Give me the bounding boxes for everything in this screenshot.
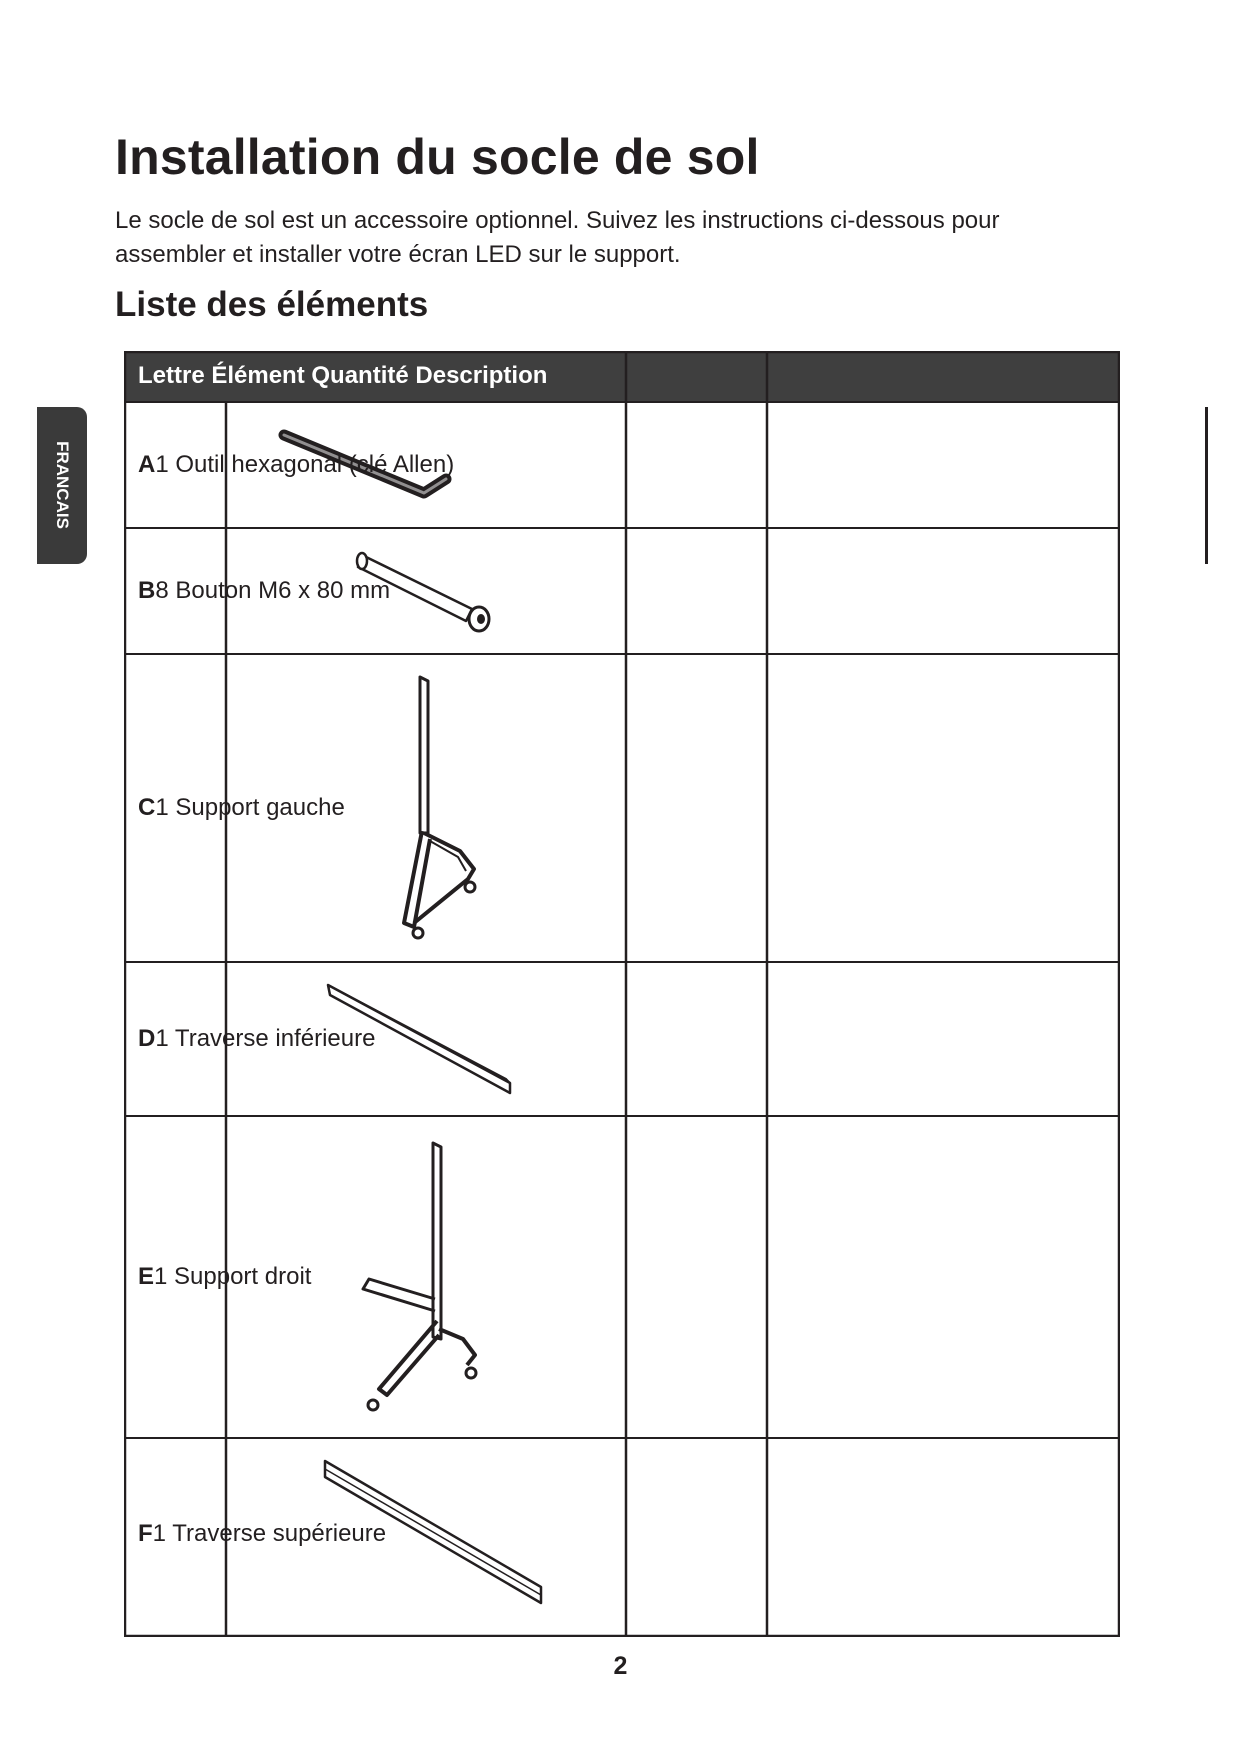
row-label (138, 794, 345, 822)
row-label (138, 451, 454, 479)
row-letter: D (138, 1025, 156, 1052)
parts-table (124, 351, 1120, 1629)
left-stand-icon (384, 673, 504, 943)
row-letter: F (138, 1520, 153, 1547)
table-row (124, 653, 1120, 961)
table-row (124, 1437, 1120, 1629)
row-description: 1 Support gauche (155, 794, 345, 821)
section-title: Liste des éléments (115, 285, 429, 324)
page-number: 2 (613, 1652, 628, 1680)
row-label (138, 577, 390, 605)
row-letter: B (138, 577, 156, 604)
language-tab-label: FRANCAIS (53, 441, 72, 529)
row-description: 1 Outil hexagonal (clé Allen) (155, 451, 455, 478)
language-tab (37, 407, 87, 564)
table-header (124, 351, 1120, 401)
row-letter: C (138, 794, 156, 821)
row-description: 1 Traverse inférieure (155, 1025, 376, 1052)
row-letter: E (138, 1263, 155, 1290)
table-row (124, 527, 1120, 653)
row-label (138, 1025, 375, 1053)
table-row (124, 1115, 1120, 1437)
table-row (124, 401, 1120, 527)
table-header-label: Lettre Élément Quantité Description (138, 362, 548, 389)
intro-paragraph: Le socle de sol est un accessoire optionnel. Suivez les instructions ci-dessous pour assembler et installer votre écran LED sur le support. (115, 207, 1000, 268)
row-description: 8 Bouton M6 x 80 mm (155, 577, 391, 604)
row-letter: A (138, 451, 156, 478)
row-label (138, 1263, 311, 1291)
row-description: 1 Support droit (154, 1263, 312, 1290)
row-description: 1 Traverse supérieure (152, 1520, 387, 1547)
table-row (124, 961, 1120, 1115)
page-title: Installation du socle de sol (115, 129, 760, 185)
row-label (138, 1520, 386, 1548)
right-stand-icon (359, 1139, 489, 1419)
margin-rule (1205, 407, 1208, 564)
